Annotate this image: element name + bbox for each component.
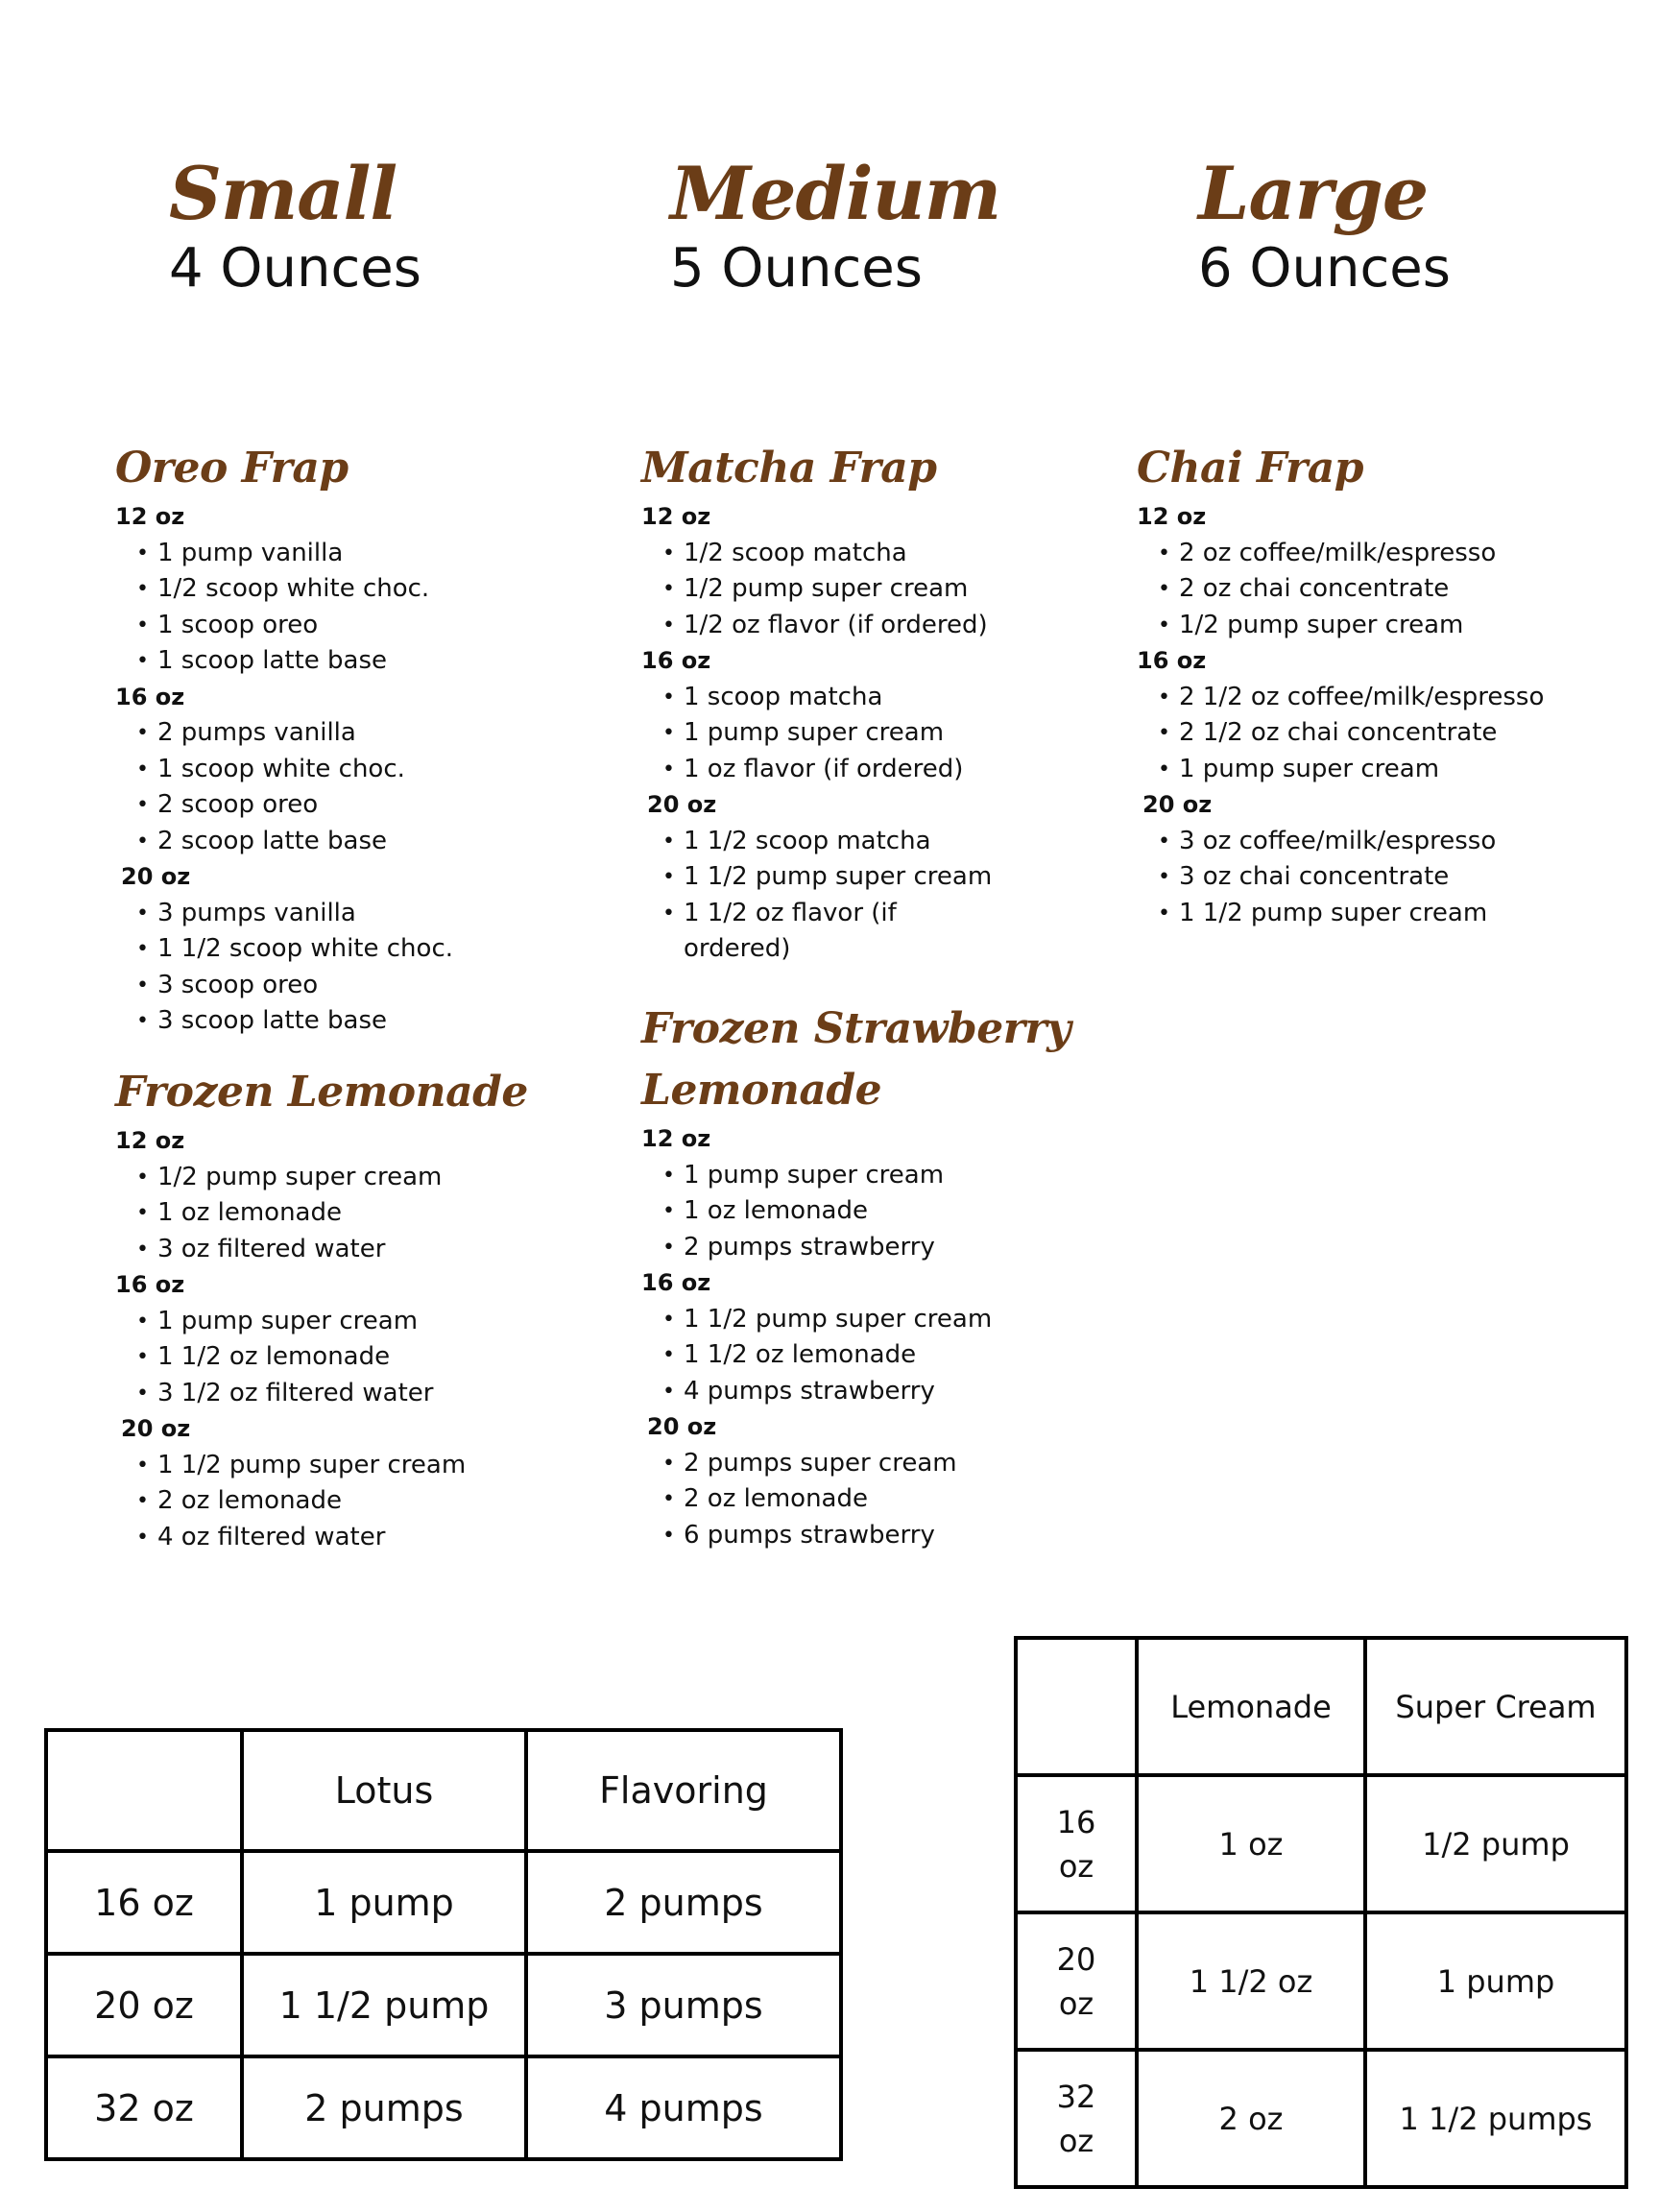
size-label: 20 oz: [121, 863, 191, 890]
table-cell: 4 pumps: [526, 2056, 841, 2159]
ingredient-item: • 1 pump super cream: [1158, 752, 1544, 788]
ingredient-item: • 2 scoop oreo: [136, 787, 453, 824]
table-row: [1016, 2050, 1626, 2187]
table-header-cell: Lemonade: [1137, 1638, 1365, 1775]
ingredient-item: • 1/2 pump super cream: [662, 571, 992, 608]
size-label: 12 oz: [641, 1125, 711, 1152]
size-title: Small: [169, 151, 397, 236]
table-cell: 1 1/2 pumps: [1365, 2050, 1626, 2187]
size-label: 20 oz: [647, 1413, 717, 1440]
recipe-title-line1: Frozen Strawberry: [641, 1004, 1071, 1053]
table-cell: 1 1/2 oz: [1137, 1912, 1365, 2050]
ingredient-item: • 1 1/2 oz flavor (if: [662, 896, 992, 932]
ingredient-item: • 1/2 scoop white choc.: [136, 571, 453, 608]
size-label: 12 oz: [115, 1127, 185, 1154]
ingredient-item: • 3 scoop oreo: [136, 968, 453, 1004]
ingredient-list: [115, 1304, 528, 1412]
ingredient-item: • 1 scoop matcha: [662, 680, 992, 716]
ingredient-item: • 2 pumps vanilla: [136, 715, 453, 752]
ingredient-list: [641, 824, 992, 968]
ingredient-item: • 1 1/2 oz lemonade: [662, 1337, 1070, 1374]
recipe-title: Chai Frap: [1137, 444, 1363, 493]
table-header-cell: [1016, 1638, 1137, 1775]
ingredient-list: [641, 680, 992, 788]
table-header-cell: [46, 1730, 242, 1851]
size-ounces: 4 Ounces: [169, 237, 421, 300]
ingredient-item: • 1 1/2 pump super cream: [1158, 896, 1544, 932]
recipe-chai-frap: [1137, 438, 1544, 931]
table-cell: 2 pumps: [526, 1851, 841, 1954]
ingredient-item-continued: ordered): [684, 934, 791, 963]
table-row: [46, 1954, 841, 2056]
ingredient-item: • 1 1/2 pump super cream: [662, 1302, 1070, 1338]
size-label: 20 oz: [647, 791, 717, 818]
size-label: 16 oz: [1137, 647, 1207, 674]
table-cell: 1/2 pump: [1365, 1775, 1626, 1912]
ingredient-item: • 2 1/2 oz coffee/milk/espresso: [1158, 680, 1544, 716]
ingredient-item: • 2 oz lemonade: [662, 1481, 1070, 1518]
ingredient-item: • 1 scoop oreo: [136, 608, 453, 644]
ingredient-item: • 1 pump super cream: [662, 1158, 1070, 1194]
ingredient-list: [641, 1446, 1070, 1554]
ingredient-item: • 1 oz lemonade: [662, 1193, 1070, 1230]
size-label: 16 oz: [641, 1269, 711, 1296]
size-title: Large: [1198, 151, 1429, 236]
ingredient-item: • 1 scoop latte base: [136, 643, 453, 680]
ingredient-item: • 6 pumps strawberry: [662, 1518, 1070, 1554]
table-cell: 20 oz: [1016, 1912, 1137, 2050]
size-label: 20 oz: [1142, 791, 1213, 818]
table-cell: 1 1/2 pump: [242, 1954, 526, 2056]
ingredient-item: • 1 1/2 pump super cream: [136, 1448, 528, 1484]
recipe-title: Oreo Frap: [115, 444, 349, 493]
ingredient-list: [641, 536, 992, 644]
table-row: [1016, 1912, 1626, 2050]
ingredient-item: • 2 oz lemonade: [136, 1483, 528, 1520]
ingredient-item: • 1/2 pump super cream: [136, 1160, 528, 1196]
ingredient-list: [115, 536, 453, 680]
table-cell: 20 oz: [46, 1954, 242, 2056]
table-cell: 2 oz: [1137, 2050, 1365, 2187]
ingredient-item: • 2 1/2 oz chai concentrate: [1158, 715, 1544, 752]
size-label: 16 oz: [641, 647, 711, 674]
ingredient-list: [115, 1448, 528, 1556]
ingredient-item: • 1 pump super cream: [662, 715, 992, 752]
table-cell: 32 oz: [1016, 2050, 1137, 2187]
ingredient-item: • 1/2 oz flavor (if ordered): [662, 608, 992, 644]
ingredient-item: • 1 pump vanilla: [136, 536, 453, 572]
table-cell: 3 pumps: [526, 1954, 841, 2056]
ingredient-list: [641, 1302, 1070, 1410]
ingredient-list: [1137, 536, 1544, 644]
table-cell: 16 oz: [1016, 1775, 1137, 1912]
recipe-frozen-strawberry-lemonade: [641, 998, 1070, 1553]
ingredient-list: [115, 715, 453, 859]
lemonade-supercream-table: [1014, 1636, 1628, 2189]
ingredient-item: • 1 pump super cream: [136, 1304, 528, 1340]
size-ounces: 5 Ounces: [670, 237, 923, 300]
ingredient-item: • 1/2 pump super cream: [1158, 608, 1544, 644]
ingredient-list: [1137, 680, 1544, 788]
ingredient-item: • 3 oz coffee/milk/espresso: [1158, 824, 1544, 860]
size-label: 16 oz: [115, 683, 185, 710]
ingredient-item: • 3 scoop latte base: [136, 1003, 453, 1040]
table-row: [46, 1851, 841, 1954]
ingredient-item: • 3 pumps vanilla: [136, 896, 453, 932]
ingredient-item: • 1/2 scoop matcha: [662, 536, 992, 572]
ingredient-list: [641, 1158, 1070, 1266]
size-large: [1198, 151, 1451, 300]
ingredient-item: • 2 pumps strawberry: [662, 1230, 1070, 1266]
table-header-cell: Super Cream: [1365, 1638, 1626, 1775]
table-cell: 32 oz: [46, 2056, 242, 2159]
recipe-title: Matcha Frap: [641, 444, 937, 493]
size-title: Medium: [670, 151, 1001, 236]
ingredient-item: • 3 1/2 oz filtered water: [136, 1376, 528, 1412]
recipe-matcha-frap: [641, 438, 992, 968]
table-cell: 1 pump: [242, 1851, 526, 1954]
ingredient-item: • 1 oz flavor (if ordered): [662, 752, 992, 788]
ingredient-list: [115, 896, 453, 1040]
lotus-flavoring-table: [44, 1728, 843, 2161]
table-header-row: [1016, 1638, 1626, 1775]
recipe-title: Frozen Lemonade: [115, 1068, 528, 1117]
ingredient-item: • 2 scoop latte base: [136, 824, 453, 860]
table-header-cell: Flavoring: [526, 1730, 841, 1851]
table-header-row: [46, 1730, 841, 1851]
table-cell: 1 oz: [1137, 1775, 1365, 1912]
table-row: [46, 2056, 841, 2159]
ingredient-item: • 2 oz chai concentrate: [1158, 571, 1544, 608]
ingredient-list: [1137, 824, 1544, 932]
ingredient-item: • 4 pumps strawberry: [662, 1374, 1070, 1410]
ingredient-item: • 3 oz filtered water: [136, 1232, 528, 1268]
size-medium: [670, 151, 1001, 300]
size-label: 12 oz: [115, 503, 185, 530]
ingredient-item: • 3 oz chai concentrate: [1158, 859, 1544, 896]
ingredient-list: [115, 1160, 528, 1268]
size-label: 20 oz: [121, 1415, 191, 1442]
table-row: [1016, 1775, 1626, 1912]
table-cell: 1 pump: [1365, 1912, 1626, 2050]
size-label: 16 oz: [115, 1271, 185, 1298]
ingredient-item: • 2 pumps super cream: [662, 1446, 1070, 1482]
ingredient-item: • 2 oz coffee/milk/espresso: [1158, 536, 1544, 572]
table-cell: 16 oz: [46, 1851, 242, 1954]
ingredient-item: • 4 oz filtered water: [136, 1520, 528, 1556]
ingredient-item: • 1 1/2 pump super cream: [662, 859, 992, 896]
size-small: [169, 151, 421, 300]
size-ounces: 6 Ounces: [1198, 237, 1451, 300]
size-label: 12 oz: [641, 503, 711, 530]
size-label: 12 oz: [1137, 503, 1207, 530]
recipe-title-line2: Lemonade: [641, 1066, 882, 1115]
ingredient-item: • 1 oz lemonade: [136, 1195, 528, 1232]
recipe-frozen-lemonade: [115, 1062, 528, 1555]
ingredient-item: • 1 1/2 scoop matcha: [662, 824, 992, 860]
recipe-oreo-frap: [115, 438, 453, 1040]
table-cell: 2 pumps: [242, 2056, 526, 2159]
ingredient-item: • 1 scoop white choc.: [136, 752, 453, 788]
table-header-cell: Lotus: [242, 1730, 526, 1851]
ingredient-item: • 1 1/2 scoop white choc.: [136, 931, 453, 968]
ingredient-item: • 1 1/2 oz lemonade: [136, 1339, 528, 1376]
